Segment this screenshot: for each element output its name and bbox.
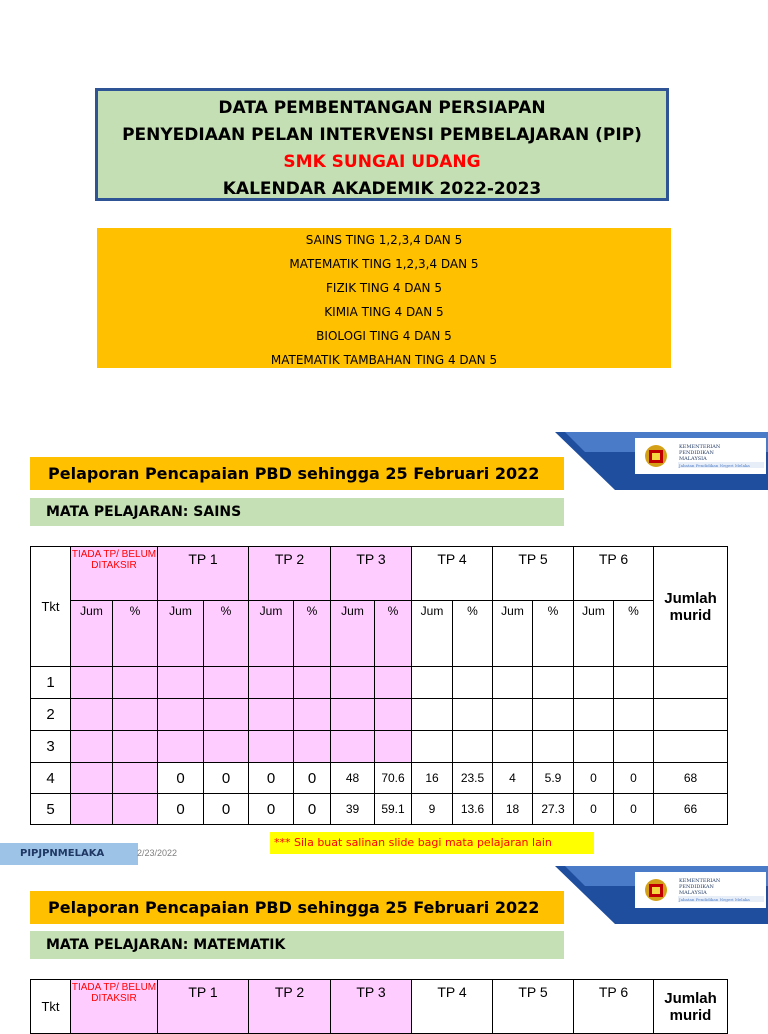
header-tkt: Tkt: [31, 980, 71, 1034]
cell: [453, 699, 493, 731]
cell: [331, 731, 375, 763]
sub-jum: Jum: [249, 601, 294, 667]
cell: [493, 667, 533, 699]
cell: 0: [249, 763, 294, 794]
cell: [493, 731, 533, 763]
cell: [113, 794, 158, 825]
subject-item: SAINS TING 1,2,3,4 DAN 5: [305, 233, 463, 247]
coat-of-arms-icon: [645, 445, 667, 467]
cell: [412, 731, 453, 763]
header-tiada: TIADA TP/ BELUM DITAKSIR: [71, 547, 158, 601]
logo-text-2: PENDIDIKAN: [679, 884, 714, 890]
cell: 66: [654, 794, 728, 825]
cell: 0: [158, 763, 204, 794]
cell: [71, 667, 113, 699]
title-line-1: DATA PEMBENTANGAN PERSIAPAN: [218, 98, 546, 118]
cell: [204, 731, 249, 763]
slide2-subject: MATA PELAJARAN: MATEMATIK: [30, 931, 564, 959]
cell: [71, 794, 113, 825]
sub-jum: Jum: [412, 601, 453, 667]
copy-slide-note: *** Sila buat salinan slide bagi mata pelajaran lain: [270, 832, 594, 854]
cell: 68: [654, 763, 728, 794]
subject-item: KIMIA TING 4 DAN 5: [324, 305, 444, 319]
cell: [113, 699, 158, 731]
subjects-box: [97, 228, 671, 368]
coat-of-arms-icon: [645, 879, 667, 901]
cell: [294, 699, 331, 731]
logo-text-3: MALAYSIA: [679, 890, 707, 896]
cell: [412, 699, 453, 731]
cell: [574, 699, 614, 731]
table-row: [31, 794, 728, 825]
cell: 0: [204, 763, 249, 794]
cell: [71, 731, 113, 763]
sub-pct: %: [294, 601, 331, 667]
cell: [331, 699, 375, 731]
sub-jum: Jum: [331, 601, 375, 667]
row-tkt: 3: [31, 731, 71, 763]
row-tkt: 1: [31, 667, 71, 699]
title-box: [95, 88, 669, 201]
cell: [654, 699, 728, 731]
row-tkt: 5: [31, 794, 71, 825]
cell: [249, 731, 294, 763]
cell: [533, 667, 574, 699]
cell: [158, 667, 204, 699]
cell: [331, 667, 375, 699]
cell: 0: [614, 763, 654, 794]
header-jumlah: Jumlah murid: [654, 547, 728, 667]
slide2-header: Pelaporan Pencapaian PBD sehingga 25 Februari 2022: [30, 891, 564, 924]
cell: [294, 667, 331, 699]
cell: 0: [249, 794, 294, 825]
cell: 70.6: [375, 763, 412, 794]
cell: 9: [412, 794, 453, 825]
cell: 39: [331, 794, 375, 825]
cell: 0: [574, 763, 614, 794]
cell: 16: [412, 763, 453, 794]
cell: 59.1: [375, 794, 412, 825]
cell: [574, 667, 614, 699]
cell: [375, 667, 412, 699]
sub-pct: %: [375, 601, 412, 667]
cell: 48: [331, 763, 375, 794]
row-tkt: 2: [31, 699, 71, 731]
sub-pct: %: [113, 601, 158, 667]
header-tp2: TP 2: [249, 980, 331, 1034]
cell: [533, 731, 574, 763]
cell: [204, 699, 249, 731]
title-line-2: PENYEDIAAN PELAN INTERVENSI PEMBELAJARAN (PIP): [122, 125, 642, 145]
cell: [249, 699, 294, 731]
cell: 0: [574, 794, 614, 825]
header-tp3: TP 3: [331, 980, 412, 1034]
logo-text-3: MALAYSIA: [679, 456, 707, 462]
corner-banner-1: [555, 432, 768, 490]
header-tkt: Tkt: [31, 547, 71, 667]
table-row: [31, 667, 728, 699]
table-row: [31, 731, 728, 763]
cell: [158, 699, 204, 731]
cell: 0: [158, 794, 204, 825]
cell: [71, 763, 113, 794]
sub-pct: %: [614, 601, 654, 667]
table-row: [31, 699, 728, 731]
cell: 18: [493, 794, 533, 825]
cell: 13.6: [453, 794, 493, 825]
subject-item: MATEMATIK TING 1,2,3,4 DAN 5: [289, 257, 479, 271]
title-line-4: KALENDAR AKADEMIK 2022-2023: [222, 179, 542, 199]
logo-text-1: KEMENTERIAN: [679, 878, 721, 884]
cell: [453, 667, 493, 699]
cell: [493, 699, 533, 731]
sub-pct: %: [453, 601, 493, 667]
cell: [113, 731, 158, 763]
cell: [533, 699, 574, 731]
cell: [614, 731, 654, 763]
subject-item: MATEMATIK TAMBAHAN TING 4 DAN 5: [270, 353, 498, 367]
header-tiada: TIADA TP/ BELUM DITAKSIR: [71, 980, 158, 1034]
header-tp1: TP 1: [158, 547, 249, 601]
cell: [574, 731, 614, 763]
cell: [654, 731, 728, 763]
corner-banner-2: [555, 866, 768, 924]
cell: [412, 667, 453, 699]
logo-text-4: Jabatan Pendidikan Negeri Melaka: [679, 897, 750, 902]
cell: [113, 763, 158, 794]
sub-pct: %: [204, 601, 249, 667]
header-tp6: TP 6: [574, 980, 654, 1034]
sub-pct: %: [533, 601, 574, 667]
logo-text-2: PENDIDIKAN: [679, 450, 714, 456]
pbd-table-matematik: [30, 979, 728, 1034]
logo-text-1: KEMENTERIAN: [679, 444, 721, 450]
pbd-table-sains: [30, 546, 728, 825]
cell: [249, 667, 294, 699]
header-tp5: TP 5: [493, 547, 574, 601]
cell: [158, 731, 204, 763]
sub-jum: Jum: [574, 601, 614, 667]
cell: [654, 667, 728, 699]
cell: 4: [493, 763, 533, 794]
cell: 23.5: [453, 763, 493, 794]
slide1-header: Pelaporan Pencapaian PBD sehingga 25 Februari 2022: [30, 457, 564, 490]
cell: [453, 731, 493, 763]
header-tp1: TP 1: [158, 980, 249, 1034]
cell: [71, 699, 113, 731]
cell: [614, 699, 654, 731]
subject-item: FIZIK TING 4 DAN 5: [326, 281, 442, 295]
cell: 0: [294, 794, 331, 825]
header-jumlah: Jumlah murid: [654, 980, 728, 1034]
cell: [113, 667, 158, 699]
header-tp2: TP 2: [249, 547, 331, 601]
footer-date: 2/23/2022: [137, 848, 178, 858]
sub-jum: Jum: [158, 601, 204, 667]
row-tkt: 4: [31, 763, 71, 794]
header-tp3: TP 3: [331, 547, 412, 601]
table-row: [31, 763, 728, 794]
logo-text-4: Jabatan Pendidikan Negeri Melaka: [679, 463, 750, 468]
header-tp6: TP 6: [574, 547, 654, 601]
footer-tag: PIPJPNMELAKA: [0, 843, 138, 865]
sub-jum: Jum: [493, 601, 533, 667]
header-tp4: TP 4: [412, 547, 493, 601]
cell: [375, 731, 412, 763]
header-tp5: TP 5: [493, 980, 574, 1034]
cell: [614, 667, 654, 699]
slide1-subject: MATA PELAJARAN: SAINS: [30, 498, 564, 526]
subject-item: BIOLOGI TING 4 DAN 5: [316, 329, 452, 343]
cell: 0: [614, 794, 654, 825]
cell: 0: [204, 794, 249, 825]
cell: [294, 731, 331, 763]
school-name: SMK SUNGAI UDANG: [283, 152, 481, 172]
cell: [204, 667, 249, 699]
header-tp4: TP 4: [412, 980, 493, 1034]
sub-jum: Jum: [71, 601, 113, 667]
cell: 27.3: [533, 794, 574, 825]
cell: 5.9: [533, 763, 574, 794]
cell: [375, 699, 412, 731]
cell: 0: [294, 763, 331, 794]
